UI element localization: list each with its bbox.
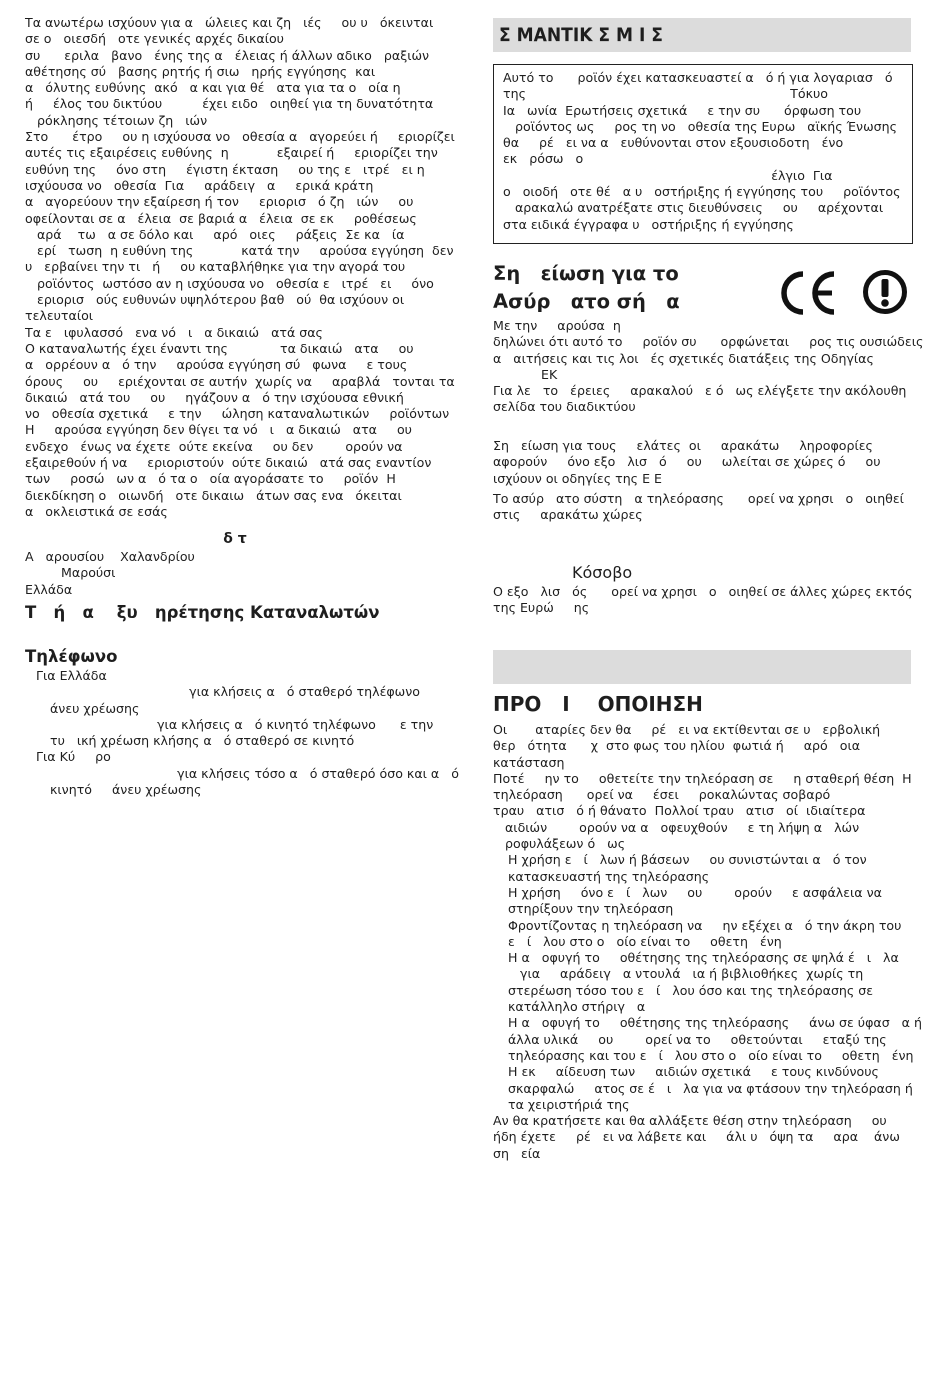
text-line: ευθύνη της όνο στη έγιστη έκταση ου της ε ιτρέ ει η: [25, 161, 425, 177]
text-line: Ο καταναλωτής έχει έναντι της τα δικαιώ ατα ου: [25, 340, 414, 356]
text-line: ροφυλάξεων ό ως: [493, 836, 626, 852]
text-line: τα χειριστήριά της: [508, 1096, 630, 1112]
text-line: εκ ρόσω ο: [503, 151, 584, 167]
text-line: Τα ανωτέρω ισχύουν για α ώλειες και ζη ιές ου υ όκεινται: [25, 15, 434, 30]
text-line: κατάσταση: [493, 754, 565, 770]
text-line: Ποτέ ην το οθετείτε την τηλεόραση σε η σταθερή θέση Η: [493, 770, 912, 786]
text-line: στηρίξουν την τηλεόραση: [508, 901, 674, 917]
countries-text: [493, 491, 904, 524]
text-line: ενδεχο ένως να έχετε ούτε εκείνα ου δεν ορούν να: [25, 438, 403, 454]
text-line: στις αρακάτω χώρες: [493, 507, 643, 523]
text-line: α αγορεύουν την εξαίρεση ή τον εριορισ ό ζη ιών ου: [25, 194, 414, 210]
text-line: Η αρούσα εγγύηση δεν θίγει τα νό ι α δικαιώ ατα ου: [25, 422, 412, 438]
text-line: ση εία: [493, 1145, 541, 1161]
text-line: ήδη έχετε ρέ ει να λάβετε και άλι υ όψη τα αρα άνω: [493, 1129, 900, 1145]
text-line: Η χρήση όνο ε ί λων ου ορούν ε ασφάλεια να: [508, 884, 882, 900]
text-line: Ελλάδα: [25, 581, 73, 597]
blank-section-bar: [493, 650, 911, 684]
text-line: στα ειδικά έγγραφα υ οστήριξης ή εγγύησης: [503, 216, 794, 232]
text-line: αφορούν όνο εξο λισ ό ου ωλείται σε χώρες ό ου: [493, 454, 881, 470]
text-line: οφείλονται σε α έλεια σε βαριά α έλεια σε εκ ροθέσεως: [25, 210, 417, 226]
sellers-notice-text: [493, 438, 881, 487]
text-line: για αράδειγ α ντουλά ια ή βιβλιοθήκες χωρίς τη: [508, 966, 864, 982]
text-line: τραυ ατισ ό ή θάνατο Πολλοί τραυ ατισ οί ιδιαίτερα: [493, 803, 866, 819]
text-line: ροϊόντος ωστόσο αν η ισχύουσα νο οθεσία ε ιτρέ ει όνο: [25, 275, 434, 291]
text-line: δηλώνει ότι αυτό το ροϊόν συ ορφώνεται ρος τις ουσιώδεις: [493, 334, 924, 350]
text-line: διεκδίκηση ο οιωνδή οτε δικαιω άτων σας ενα όκειται: [25, 487, 402, 503]
text-line: Στο έτρο ου η ισχύουσα νο οθεσία α αγορεύει ή εριορίζει: [25, 129, 455, 145]
text-line: κατάλληλο στήριγ α: [508, 999, 646, 1015]
text-line: εριορισ ούς ευθυνών υψηλότερου βαθ ού θα ισχύουν οι: [25, 292, 405, 308]
text-line: σε ο οιεσδή οτε γενικές αρχές δικαίου: [25, 31, 284, 47]
text-line: ερί τωση η ευθύνη της κατά την αρούσα εγγύηση δεν: [25, 243, 454, 259]
customer-service-title: Τ ή α ξυ ηρέτησης Καταναλωτών: [25, 603, 380, 622]
text-line: τηλεόραση ορεί να έσει ροκαλώντας σοβαρό: [493, 787, 831, 803]
text-line: Η χρήση ε ί λων ή βάσεων ου συνιστώνται α ό τον: [508, 852, 867, 868]
text-line: α αιτήσεις και τις λοι ές σχετικές διατάξεις της Οδηγίας: [493, 350, 874, 366]
text-line: Α αρουσίου Χαλανδρίου: [25, 549, 195, 564]
phone-title: Τηλέφωνο: [25, 647, 118, 666]
text-line: ροϊόντος ως ρος τη νο οθεσία της Ευρω αϊκής Ένωσης: [503, 118, 897, 134]
text-line: Για Κύ ρο: [36, 749, 111, 765]
text-line: Τα ε ιφυλασσό ενα νό ι α δικαιώ ατά σας: [25, 324, 323, 340]
warranty-liability-text: [25, 15, 455, 520]
text-line: αθέτησης σύ βασης ρητής ή σιω ηρής εγγύησης και: [25, 63, 376, 79]
text-line: Ση είωση για τους ελάτες οι αρακάτω ληροφορίες: [493, 438, 873, 453]
text-line: ισχύουσα νο οθεσία Για αράδειγ α ερικά κράτη: [25, 177, 374, 193]
text-line: ρόκλησης τέτοιων ζη ιών: [25, 112, 208, 128]
outside-europe-text: [493, 584, 912, 617]
alert-circle-icon: [862, 269, 908, 315]
text-line: τελευταίοι: [25, 308, 94, 324]
text-line: δικαιώ ατά του ου ηγάζουν α ό την ισχύουσα εθνική: [25, 389, 404, 405]
text-line: άνευ χρέωσης: [50, 700, 140, 716]
text-line: κατασκευαστή της τηλεόρασης: [508, 868, 710, 884]
text-line: Ια ωνία Ερωτήσεις σχετικά ε την συ όρφωση του: [503, 102, 862, 118]
text-line: εξαιρεθούν ή να εριοριστούν ούτε δικαιώ ατά σας εναντίον: [25, 455, 432, 471]
text-line: όρους ου εριέχονται σε αυτήν χωρίς να αραβλά τονται τα: [25, 373, 455, 389]
important-notice-box: [493, 64, 913, 244]
text-line: υ ερβαίνει την τι ή ου καταβλήθηκε για την αγορά του: [25, 259, 406, 275]
address-block: [25, 549, 195, 598]
text-line: Φροντίζοντας η τηλεόραση να ην εξέχει α ό την άκρη του: [508, 917, 902, 933]
wireless-notice-title-line1: Ση είωση για το: [493, 262, 679, 285]
text-line: α οκλειστικά σε εσάς: [25, 503, 168, 519]
address-title: δ τ: [223, 531, 247, 547]
text-line: άλλα υλικά ου ορεί να το οθετούνται εταξύ της: [508, 1031, 887, 1047]
ce-mark-icon: [776, 270, 838, 316]
text-line: σελίδα του διαδικτύου: [493, 399, 636, 415]
text-line: αρακαλώ ανατρέξατε στις διευθύνσεις ου αρέχονται: [503, 200, 884, 216]
text-line: για κλήσεις τόσο α ό σταθερό όσο και α ό: [25, 765, 459, 781]
text-line: Για Ελλάδα: [36, 668, 107, 683]
text-line: τυ ική χρέωση κλήσης α ό σταθερό σε κινητό: [50, 733, 355, 749]
text-line: θα ρέ ει να α ευθύνονται στον εξουσιοδοτη ένο: [503, 135, 844, 151]
text-line: Μαρούσι: [25, 565, 116, 581]
text-line: ο οιοδή οτε θέ α υ οστήριξης ή εγγύησης του ροϊόντος: [503, 184, 901, 200]
text-line: Το ασύρ ατο σύστη α τηλεόρασης ορεί να χρησι ο οιηθεί: [493, 491, 904, 506]
text-line: α ορρέουν α ό την αρούσα εγγύηση σύ φωνα ε τους: [25, 357, 408, 373]
text-line: για κλήσεις α ό σταθερό τηλέφωνο: [25, 684, 420, 700]
text-line: Αυτό το ροϊόν έχει κατασκευαστεί α ό ή για λογαριασ ό: [503, 70, 893, 85]
text-line: συ εριλα βανο ένης της α έλειας ή άλλων αδικο ραξιών: [25, 47, 430, 63]
text-line: ε ί λου στο ο οίο είναι το οθετη ένη: [508, 933, 782, 949]
text-line: της Ευρώ ης: [493, 600, 590, 616]
text-line: Με την αρούσα η: [493, 318, 621, 333]
text-line: αυτές τις εξαιρέσεις ευθύνης η εξαιρεί ή εριορίζει την: [25, 145, 438, 161]
text-line: ισχύουν οι οδηγίες της Ε Ε: [493, 470, 662, 486]
text-line: Η α οφυγή το οθέτησης της τηλεόρασης σε ψηλά έ ι λα: [508, 950, 899, 966]
text-line: σκαρφαλώ ατος σε έ ι λα για να φτάσουν την τηλεόραση ή: [508, 1080, 913, 1096]
text-line: Η εκ αίδευση των αιδιών σχετικά ε τους κινδύνους: [508, 1064, 879, 1080]
text-line: των ροσώ ων α ό τα ο οία αγοράσατε το ροϊόν Η: [25, 471, 396, 487]
text-line: Οι αταρίες δεν θα ρέ ει να εκτίθενται σε υ ερβολική: [493, 722, 881, 737]
text-line: θερ ότητα χ στο φως του ηλίου φωτιά ή αρό οια: [493, 738, 861, 754]
text-line: ΕΚ: [493, 366, 558, 382]
text-line: ή έλος του δικτύου έχει ειδο οιηθεί για τη δυνατότητα: [25, 96, 434, 112]
text-line: Για λε το έρειες αρακαλού ε ό ως ελέγξετε την ακόλουθη: [493, 383, 907, 399]
text-line: αρά τω α σε δόλο και αρό οιες ράξεις Σε κα ία: [25, 226, 405, 242]
country-kosovo: Κόσοβο: [572, 563, 633, 582]
wireless-notice-title-line2: Ασύρ ατο σή α: [493, 290, 680, 313]
wireless-notice-text: [493, 318, 923, 416]
important-notice-header: Σ ΜΑΝΤΙΚ Σ Μ Ι Σ: [493, 18, 911, 52]
text-line: α όλυτης ευθύνης ακό α και για θέ ατα για τα ο οία η: [25, 80, 401, 96]
text-line: τηλεόρασης και του ε ί λου στο ο οίο είναι το οθετη ένη: [508, 1047, 914, 1063]
text-line: της Τόκυο: [503, 86, 828, 102]
text-line: κινητό άνευ χρέωσης: [50, 782, 202, 798]
text-line: νο οθεσία σχετικά ε την ώληση καταναλωτικών ροϊόντων: [25, 406, 450, 422]
text-line: στερέωση τόσο του ε ί λου όσο και της τηλεόρασης σε: [508, 982, 874, 998]
text-line: Ο εξο λισ ός ορεί να χρησι ο οιηθεί σε άλλες χώρες εκτός: [493, 584, 913, 599]
text-line: Η α οφυγή το οθέτησης της τηλεόρασης άνω σε ύφασ α ή: [508, 1015, 922, 1031]
text-line: για κλήσεις α ό κινητό τηλέφωνο ε την: [25, 716, 434, 732]
phone-block: [25, 668, 459, 798]
caution-text: [493, 722, 922, 1162]
text-line: αιδιών ορούν να α οφευχθούν ε τη λήψη α λών: [493, 819, 860, 835]
caution-title: ΠΡΟ Ι ΟΠΟΙΗΣΗ: [493, 692, 703, 716]
text-line: Αν θα κρατήσετε και θα αλλάξετε θέση στην τηλεόραση ου: [493, 1113, 887, 1129]
text-line: έλγιο Για: [503, 167, 833, 183]
